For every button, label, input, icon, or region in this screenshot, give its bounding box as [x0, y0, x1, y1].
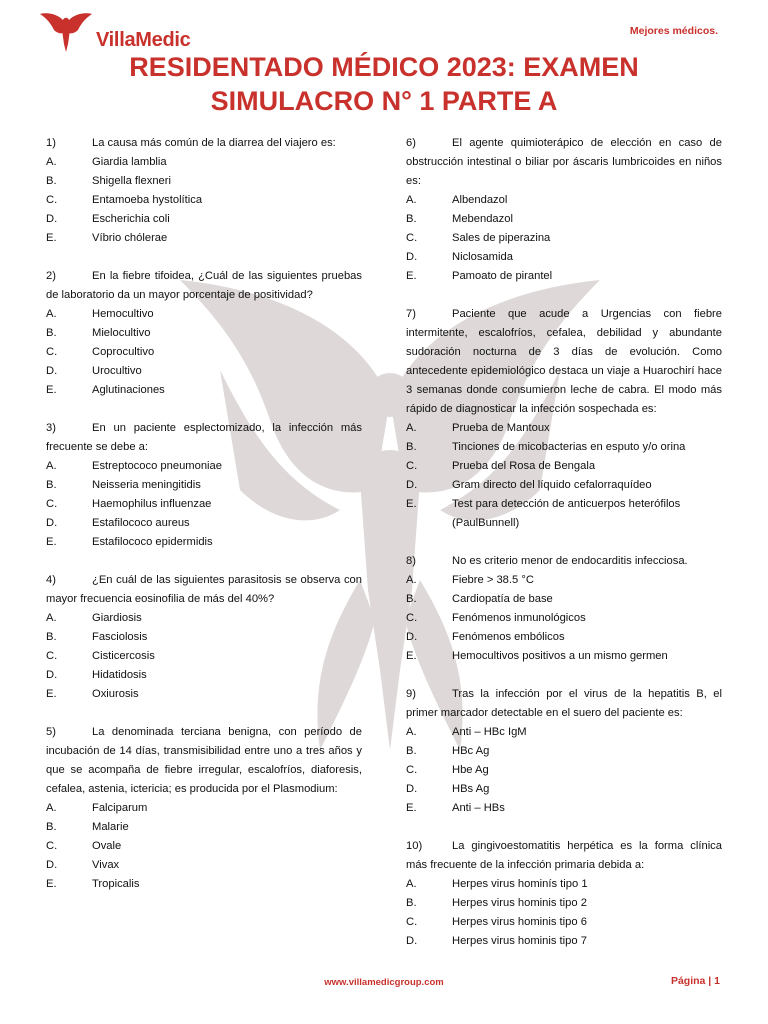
question-number: 4) [46, 574, 56, 586]
answer-option [406, 248, 722, 267]
option-text: Prueba de Mantoux [452, 422, 550, 434]
answer-option [46, 628, 362, 647]
option-letter: C. [406, 764, 418, 776]
option-text: Mielocultivo [92, 327, 151, 339]
brand-name: VillaMedic [96, 29, 191, 51]
option-letter: E. [46, 878, 57, 890]
question-number: 5) [46, 726, 56, 738]
option-text: Aglutinaciones [92, 384, 165, 396]
question-stem [406, 305, 722, 419]
option-letter: D. [46, 213, 58, 225]
option-letter: A. [46, 156, 57, 168]
option-letter: E. [406, 498, 417, 510]
answer-option [406, 780, 722, 799]
question-stem [46, 723, 362, 799]
option-text: Estreptococo pneumoniae [92, 460, 222, 472]
option-text: Oxiurosis [92, 688, 139, 700]
option-letter: A. [46, 612, 57, 624]
option-letter: B. [46, 821, 57, 833]
option-letter: B. [46, 327, 57, 339]
answer-option [406, 875, 722, 894]
answer-option [46, 837, 362, 856]
page-number: Página | 1 [670, 975, 720, 987]
option-letter: D. [46, 859, 58, 871]
option-text: Sales de piperazina [452, 232, 551, 244]
option-text: Haemophilus influenzae [92, 498, 212, 510]
option-letter: B. [406, 593, 417, 605]
option-text: Entamoeba hystolítica [92, 194, 203, 206]
option-text: Cisticercosis [92, 650, 155, 662]
answer-option [46, 153, 362, 172]
option-letter: D. [406, 479, 418, 491]
option-text: Urocultivo [92, 365, 142, 377]
answer-option [406, 210, 722, 229]
option-text: Anti – HBc IgM [452, 726, 527, 738]
question-stem [46, 267, 362, 305]
question-stem [406, 837, 722, 875]
question-number: 2) [46, 270, 56, 282]
option-letter: A. [406, 878, 417, 890]
question-stem [46, 134, 362, 153]
option-text: Mebendazol [452, 213, 513, 225]
question-item [406, 134, 722, 286]
option-text: Estafilococo epidermidis [92, 536, 213, 548]
option-letter: B. [406, 213, 417, 225]
question-text: En la fiebre tifoidea, ¿Cuál de las siguientes pruebas de laboratorio da un mayor porcentaje de positividad? [46, 270, 362, 301]
option-text: Giardia lamblia [92, 156, 167, 168]
question-text: El agente quimioterápico de elección en caso de obstrucción intestinal o biliar por áscaris lumbricoides en niños es: [406, 137, 722, 187]
answer-option [406, 457, 722, 476]
option-letter: D. [406, 783, 418, 795]
option-text: Niclosamida [452, 251, 513, 263]
answer-option [406, 476, 722, 495]
option-text: HBc Ag [452, 745, 490, 757]
option-letter: C. [46, 346, 58, 358]
question-item [406, 837, 722, 951]
option-text: Gram directo del líquido cefalorraquídeo [452, 479, 652, 491]
option-text: Escherichia coli [92, 213, 170, 225]
option-letter: D. [46, 365, 58, 377]
option-text: Hbe Ag [452, 764, 489, 776]
question-stem [406, 685, 722, 723]
answer-option [406, 723, 722, 742]
answer-option [406, 761, 722, 780]
answer-option [406, 590, 722, 609]
option-letter: C. [406, 232, 418, 244]
option-text: Falciparum [92, 802, 148, 814]
question-item [46, 267, 362, 400]
questions-left-column [46, 134, 362, 913]
option-letter: A. [406, 726, 417, 738]
answer-option [406, 932, 722, 951]
question-number: 8) [406, 555, 416, 567]
option-letter: D. [46, 669, 58, 681]
answer-option [46, 305, 362, 324]
answer-option [46, 457, 362, 476]
option-text: Test para detección de anticuerpos heterófilos (PaulBunnell) [452, 498, 681, 529]
option-text: Shigella flexneri [92, 175, 171, 187]
question-item [46, 134, 362, 248]
question-text: Tras la infección por el virus de la hepatitis B, el primer marcador detectable en el suero del paciente es: [406, 688, 722, 719]
option-text: Herpes virus hominís tipo 1 [452, 878, 588, 890]
answer-option [46, 875, 362, 894]
question-item [406, 552, 722, 666]
option-text: Neisseria meningitidis [92, 479, 201, 491]
answer-option [406, 495, 722, 533]
option-letter: E. [406, 802, 417, 814]
option-text: Herpes virus hominis tipo 2 [452, 897, 587, 909]
answer-option [46, 476, 362, 495]
answer-option [406, 267, 722, 286]
option-letter: D. [46, 517, 58, 529]
option-text: Fiebre > 38.5 °C [452, 574, 534, 586]
answer-option [406, 894, 722, 913]
answer-option [46, 685, 362, 704]
question-item [46, 571, 362, 704]
answer-option [46, 533, 362, 552]
option-letter: E. [46, 536, 57, 548]
question-text: La causa más común de la diarrea del viajero es: [92, 137, 336, 149]
option-text: Herpes virus hominis tipo 6 [452, 916, 587, 928]
option-letter: B. [406, 745, 417, 757]
option-text: HBs Ag [452, 783, 490, 795]
option-letter: C. [46, 840, 58, 852]
option-letter: A. [406, 194, 417, 206]
option-letter: C. [46, 650, 58, 662]
option-text: Hemocultivos positivos a un mismo germen [452, 650, 668, 662]
tagline: Mejores médicos. [629, 25, 718, 37]
answer-option [406, 438, 722, 457]
option-text: Tinciones de micobacterias en esputo y/o orina [452, 441, 686, 453]
option-text: Herpes virus hominis tipo 7 [452, 935, 587, 947]
answer-option [46, 647, 362, 666]
questions-right-column [406, 134, 722, 970]
option-letter: B. [46, 479, 57, 491]
answer-option [46, 324, 362, 343]
option-text: Coprocultivo [92, 346, 155, 358]
option-text: Vivax [92, 859, 120, 871]
option-letter: E. [406, 650, 417, 662]
option-letter: A. [46, 802, 57, 814]
answer-option [406, 191, 722, 210]
option-letter: A. [46, 460, 57, 472]
option-letter: E. [46, 384, 57, 396]
answer-option [406, 628, 722, 647]
question-number: 6) [406, 137, 416, 149]
option-letter: C. [46, 498, 58, 510]
option-letter: D. [406, 935, 418, 947]
question-text: No es criterio menor de endocarditis infecciosa. [452, 555, 688, 567]
answer-option [406, 229, 722, 248]
answer-option [46, 343, 362, 362]
answer-option [406, 742, 722, 761]
option-letter: C. [406, 460, 418, 472]
question-text: En un paciente esplectomizado, la infección más frecuente se debe a: [46, 422, 362, 453]
option-text: Pamoato de pirantel [452, 270, 553, 282]
option-letter: E. [46, 688, 57, 700]
answer-option [46, 856, 362, 875]
answer-option [46, 191, 362, 210]
question-number: 3) [46, 422, 56, 434]
option-letter: C. [406, 612, 418, 624]
answer-option [46, 799, 362, 818]
question-number: 7) [406, 308, 416, 320]
question-stem [46, 419, 362, 457]
option-text: Fasciolosis [92, 631, 148, 643]
question-text: La gingivoestomatitis herpética es la forma clínica más frecuente de la infección primaria debida a: [406, 840, 722, 871]
question-text: ¿En cuál de las siguientes parasitosis se observa con mayor frecuencia eosinofilia de más del 40%? [46, 574, 362, 605]
option-text: Cardiopatía de base [452, 593, 553, 605]
question-item [46, 723, 362, 894]
option-text: Fenómenos embólicos [452, 631, 565, 643]
question-item [46, 419, 362, 552]
title-line-2: SIMULACRO N° 1 PARTE A [210, 86, 558, 116]
option-text: Fenómenos inmunológicos [452, 612, 586, 624]
answer-option [46, 381, 362, 400]
option-letter: B. [406, 897, 417, 909]
option-text: Víbrio chólerae [92, 232, 168, 244]
option-letter: E. [46, 232, 57, 244]
option-letter: C. [406, 916, 418, 928]
answer-option [46, 172, 362, 191]
question-text: La denominada terciana benigna, con período de incubación de 14 días, transmisibilidad entre uno a tres años y que se acompaña de fiebre irregular, escalofríos, diaforesis, cefalea, astenia, ictericia; es producida por el Plasmodium: [46, 726, 362, 795]
footer-url: www.villamedicgroup.com [324, 977, 444, 988]
phoenix-logo-icon [38, 10, 94, 54]
option-letter: B. [46, 175, 57, 187]
answer-option [406, 609, 722, 628]
option-text: Hidatidosis [92, 669, 147, 681]
answer-option [406, 419, 722, 438]
answer-option [46, 362, 362, 381]
question-item [406, 305, 722, 533]
answer-option [406, 647, 722, 666]
title-line-1: RESIDENTADO MÉDICO 2023: EXAMEN [129, 52, 639, 82]
option-letter: C. [46, 194, 58, 206]
page-title [0, 50, 768, 118]
option-letter: A. [406, 574, 417, 586]
answer-option [406, 571, 722, 590]
answer-option [46, 495, 362, 514]
question-number: 9) [406, 688, 416, 700]
option-text: Estafilococo aureus [92, 517, 190, 529]
option-text: Tropicalis [92, 878, 140, 890]
option-letter: D. [406, 631, 418, 643]
question-number: 10) [406, 840, 423, 852]
option-text: Giardiosis [92, 612, 142, 624]
option-letter: B. [46, 631, 57, 643]
answer-option [406, 913, 722, 932]
option-letter: D. [406, 251, 418, 263]
answer-option [46, 229, 362, 248]
answer-option [46, 666, 362, 685]
option-text: Albendazol [452, 194, 508, 206]
answer-option [46, 818, 362, 837]
answer-option [46, 210, 362, 229]
option-letter: B. [406, 441, 417, 453]
option-text: Hemocultivo [92, 308, 154, 320]
question-stem [46, 571, 362, 609]
question-text: Paciente que acude a Urgencias con fiebre intermitente, escalofríos, cefalea, debilidad y abundante sudoración nocturna de 3 días de evolución. Como antecedente epidemiológico destaca un viaje a Huarochirí hace 3 semanas donde consumieron leche de cabra. El modo más rápido de diagnosticar la infección sospechada es: [406, 308, 722, 415]
question-item [406, 685, 722, 818]
question-stem [406, 552, 722, 571]
option-text: Malarie [92, 821, 129, 833]
brand-logo [38, 10, 190, 54]
option-letter: A. [46, 308, 57, 320]
option-letter: A. [406, 422, 417, 434]
answer-option [46, 514, 362, 533]
question-number: 1) [46, 137, 56, 149]
answer-option [46, 609, 362, 628]
option-text: Ovale [92, 840, 122, 852]
option-text: Prueba del Rosa de Bengala [452, 460, 596, 472]
answer-option [406, 799, 722, 818]
question-stem [406, 134, 722, 191]
option-text: Anti – HBs [452, 802, 505, 814]
option-letter: E. [406, 270, 417, 282]
